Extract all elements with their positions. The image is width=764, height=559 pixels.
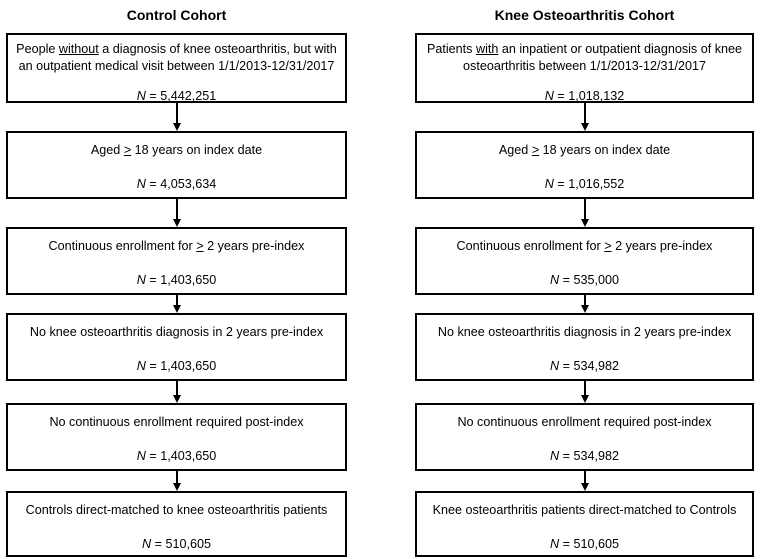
- knee-box-2-criterion: Aged > 18 years on index date: [498, 143, 671, 157]
- control-box-3-count: N = 1,403,650: [136, 273, 217, 287]
- knee-box-1: [415, 33, 754, 103]
- control-box-2-count: N = 4,053,634: [136, 177, 217, 191]
- control-box-4-count: N = 1,403,650: [136, 359, 217, 373]
- control-box-4-criterion: No knee osteoarthritis diagnosis in 2 years pre-index: [29, 325, 324, 339]
- control-cohort-title: Control Cohort: [126, 7, 227, 23]
- knee-box-2: [415, 131, 754, 199]
- control-box-6: [6, 491, 347, 557]
- knee-box-4-count: N = 534,982: [550, 359, 619, 373]
- knee-box-1-line2: osteoarthritis between 1/1/2013-12/31/2017: [463, 59, 706, 73]
- control-box-3: [6, 227, 347, 295]
- control-box-1-count: N = 5,442,251: [136, 89, 217, 103]
- control-box-6-criterion: Controls direct-matched to knee osteoarthritis patients: [25, 503, 328, 517]
- knee-box-5-criterion: No continuous enrollment required post-index: [457, 415, 712, 429]
- knee-box-1-line1: Patients with an inpatient or outpatient diagnosis of knee: [426, 42, 743, 56]
- control-box-1: [6, 33, 347, 103]
- knee-box-3-criterion: Continuous enrollment for > 2 years pre-index: [456, 239, 713, 253]
- control-box-5-count: N = 1,403,650: [136, 449, 217, 463]
- control-box-4: [6, 313, 347, 381]
- control-box-5-criterion: No continuous enrollment required post-index: [49, 415, 304, 429]
- control-box-5: [6, 403, 347, 471]
- knee-box-4: [415, 313, 754, 381]
- knee-box-6-criterion: Knee osteoarthritis patients direct-matched to Controls: [432, 503, 737, 517]
- knee-box-3-count: N = 535,000: [550, 273, 619, 287]
- control-box-3-criterion: Continuous enrollment for > 2 years pre-index: [48, 239, 305, 253]
- control-box-2-criterion: Aged > 18 years on index date: [90, 143, 263, 157]
- knee-box-5: [415, 403, 754, 471]
- control-box-6-count: N = 510,605: [142, 537, 211, 551]
- knee-box-1-count: N = 1,018,132: [544, 89, 625, 103]
- knee-cohort-title: Knee Osteoarthritis Cohort: [494, 7, 675, 23]
- knee-box-6-count: N = 510,605: [550, 537, 619, 551]
- control-box-1-line1: People without a diagnosis of knee osteoarthritis, but with: [16, 42, 337, 56]
- knee-box-6: [415, 491, 754, 557]
- control-box-1-line2: an outpatient medical visit between 1/1/2013-12/31/2017: [18, 59, 335, 73]
- control-box-2: [6, 131, 347, 199]
- knee-box-3: [415, 227, 754, 295]
- knee-box-4-criterion: No knee osteoarthritis diagnosis in 2 years pre-index: [437, 325, 732, 339]
- knee-box-5-count: N = 534,982: [550, 449, 619, 463]
- knee-box-2-count: N = 1,016,552: [544, 177, 625, 191]
